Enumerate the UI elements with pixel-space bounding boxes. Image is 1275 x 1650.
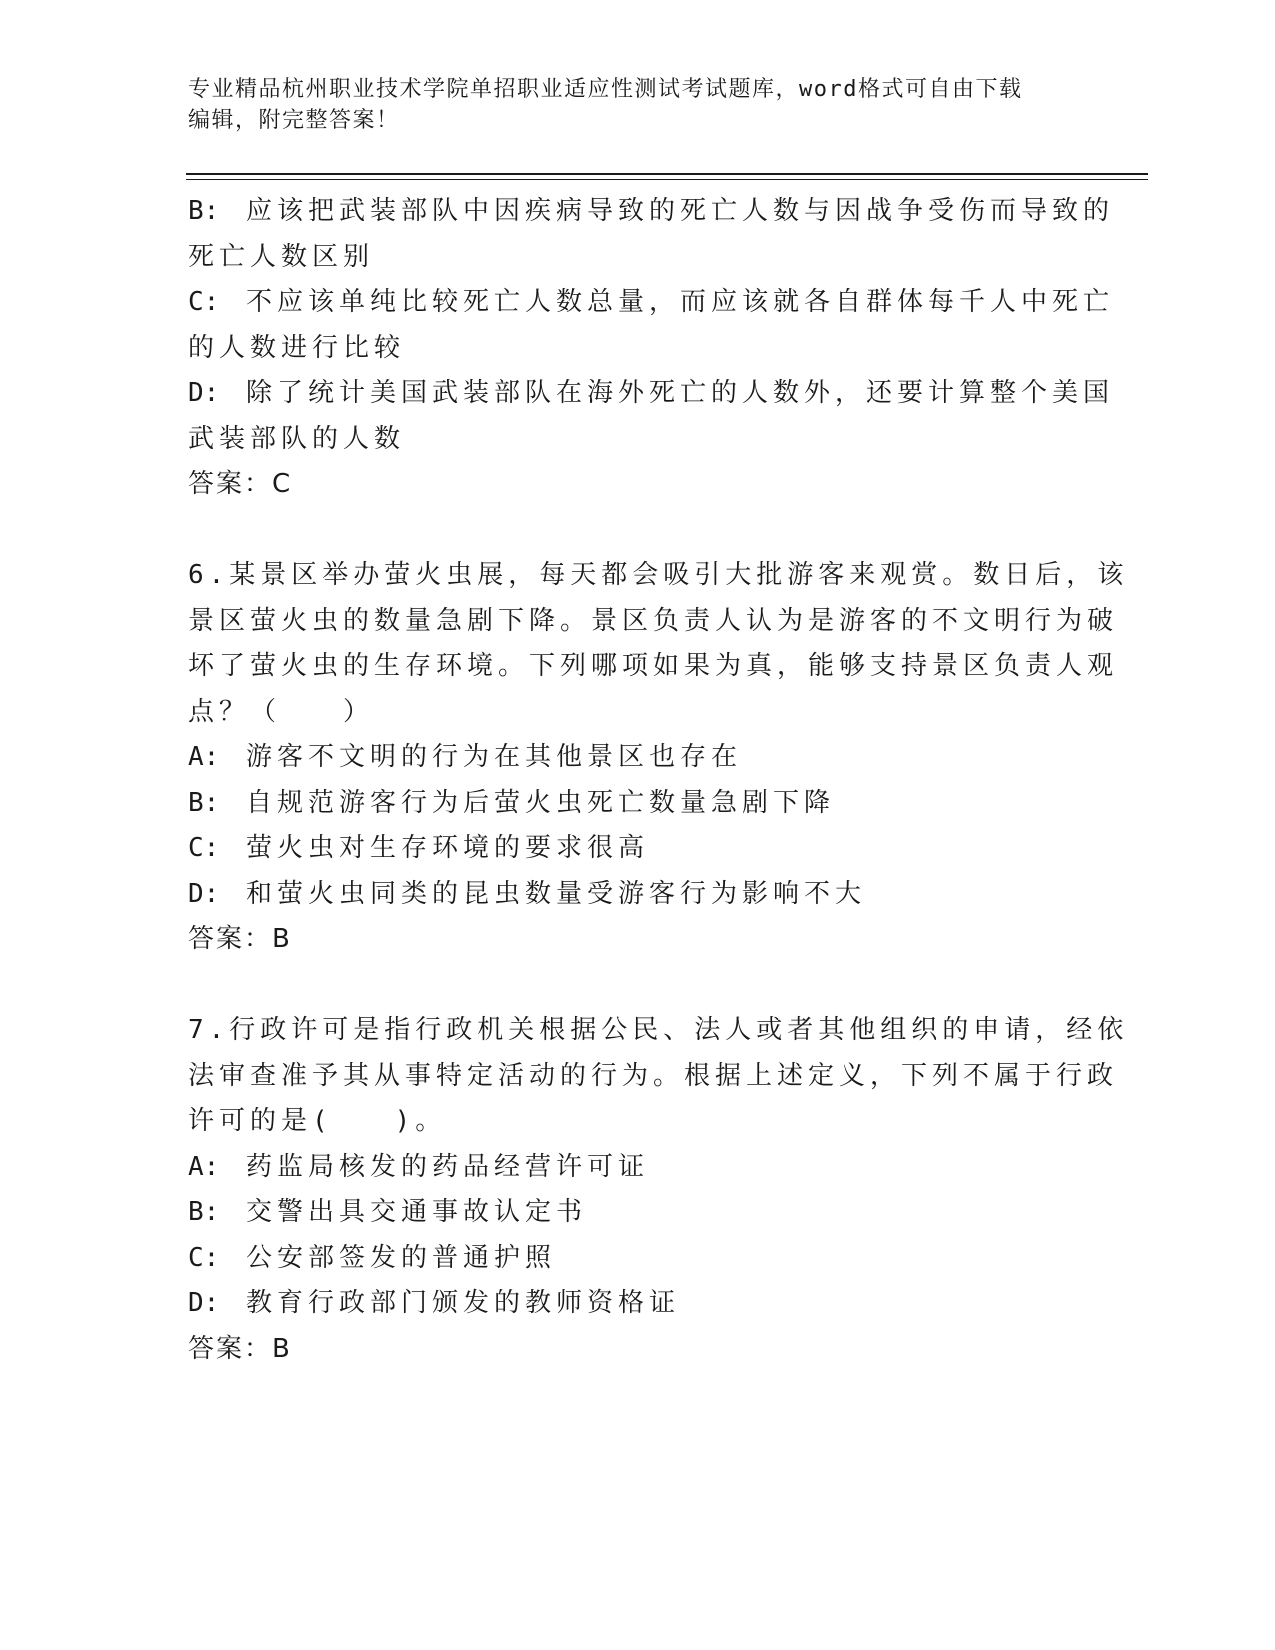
question-stem: 许可的是( )。 <box>188 1106 447 1136</box>
option-letter: B: <box>188 1197 220 1227</box>
spacer <box>188 963 1068 1009</box>
answer: 答案：B <box>188 924 292 954</box>
question-5 <box>188 189 1115 508</box>
option-letter: B: <box>188 787 220 818</box>
option-letter: D: <box>188 878 220 909</box>
option-letter: D: <box>188 378 220 408</box>
option-b <box>188 781 1068 827</box>
option-c <box>188 1236 1068 1282</box>
option-c <box>188 826 1068 872</box>
option-text: 游客不文明的行为在其他景区也存在 <box>246 742 743 772</box>
answer: 答案：B <box>188 1333 292 1364</box>
option-b <box>188 1190 1068 1236</box>
option-text: 药监局核发的药品经营许可证 <box>246 1151 650 1182</box>
question-stem: 法审查准予其从事特定活动的行为。根据上述定义，下列不属于行政 <box>188 1060 1119 1091</box>
page-header <box>188 74 1088 136</box>
option-letter: C: <box>188 833 220 863</box>
option-letter: A: <box>188 742 220 772</box>
option-letter: C: <box>188 1242 220 1273</box>
option-text: 自规范游客行为后萤火虫死亡数量急剧下降 <box>246 787 836 818</box>
option-letter: C: <box>188 287 220 317</box>
option-text: 公安部签发的普通护照 <box>246 1242 557 1273</box>
option-text: 教育行政部门颁发的教师资格证 <box>246 1288 681 1318</box>
question-stem: 点？（ ） <box>188 696 375 727</box>
option-a <box>188 1145 1068 1191</box>
answer: 答案：C <box>188 469 293 499</box>
spacer <box>188 508 1068 554</box>
option-d <box>188 371 1115 417</box>
option-d <box>188 872 1068 918</box>
question-6 <box>188 553 1129 963</box>
header-line-1: 专业精品杭州职业技术学院单招职业适应性测试考试题库，word格式可自由下载 <box>188 77 1023 102</box>
option-b <box>188 189 1115 235</box>
option-a <box>188 735 1068 781</box>
question-7 <box>188 1008 1129 1372</box>
option-text: 不应该单纯比较死亡人数总量，而应该就各自群体每千人中死亡 <box>246 287 1115 317</box>
header-line-2: 编辑，附完整答案！ <box>188 108 400 133</box>
question-stem: 7.行政许可是指行政机关根据公民、法人或者其他组织的申请，经依 <box>188 1015 1129 1045</box>
option-text: 除了统计美国武装部队在海外死亡的人数外，还要计算整个美国 <box>246 378 1115 408</box>
option-letter: A: <box>188 1151 220 1182</box>
option-c <box>188 280 1115 326</box>
option-d-continued: 武装部队的人数 <box>188 423 406 454</box>
option-d <box>188 1281 1068 1327</box>
option-text: 应该把武装部队中因疾病导致的死亡人数与因战争受伤而导致的 <box>246 196 1115 226</box>
option-text: 萤火虫对生存环境的要求很高 <box>246 833 650 863</box>
option-b-continued: 死亡人数区别 <box>188 241 375 272</box>
option-letter: B: <box>188 196 220 226</box>
option-c-continued: 的人数进行比较 <box>188 332 406 363</box>
option-text: 交警出具交通事故认定书 <box>246 1197 588 1227</box>
header-divider-thin <box>186 179 1148 180</box>
question-stem: 坏了萤火虫的生存环境。下列哪项如果为真，能够支持景区负责人观 <box>188 651 1119 681</box>
option-text: 和萤火虫同类的昆虫数量受游客行为影响不大 <box>246 878 867 909</box>
header-divider-thick <box>186 173 1148 175</box>
question-stem: 6.某景区举办萤火虫展，每天都会吸引大批游客来观赏。数日后，该 <box>188 560 1129 590</box>
question-stem: 景区萤火虫的数量急剧下降。景区负责人认为是游客的不文明行为破 <box>188 605 1119 636</box>
document-body <box>188 189 1129 1372</box>
option-letter: D: <box>188 1288 220 1318</box>
